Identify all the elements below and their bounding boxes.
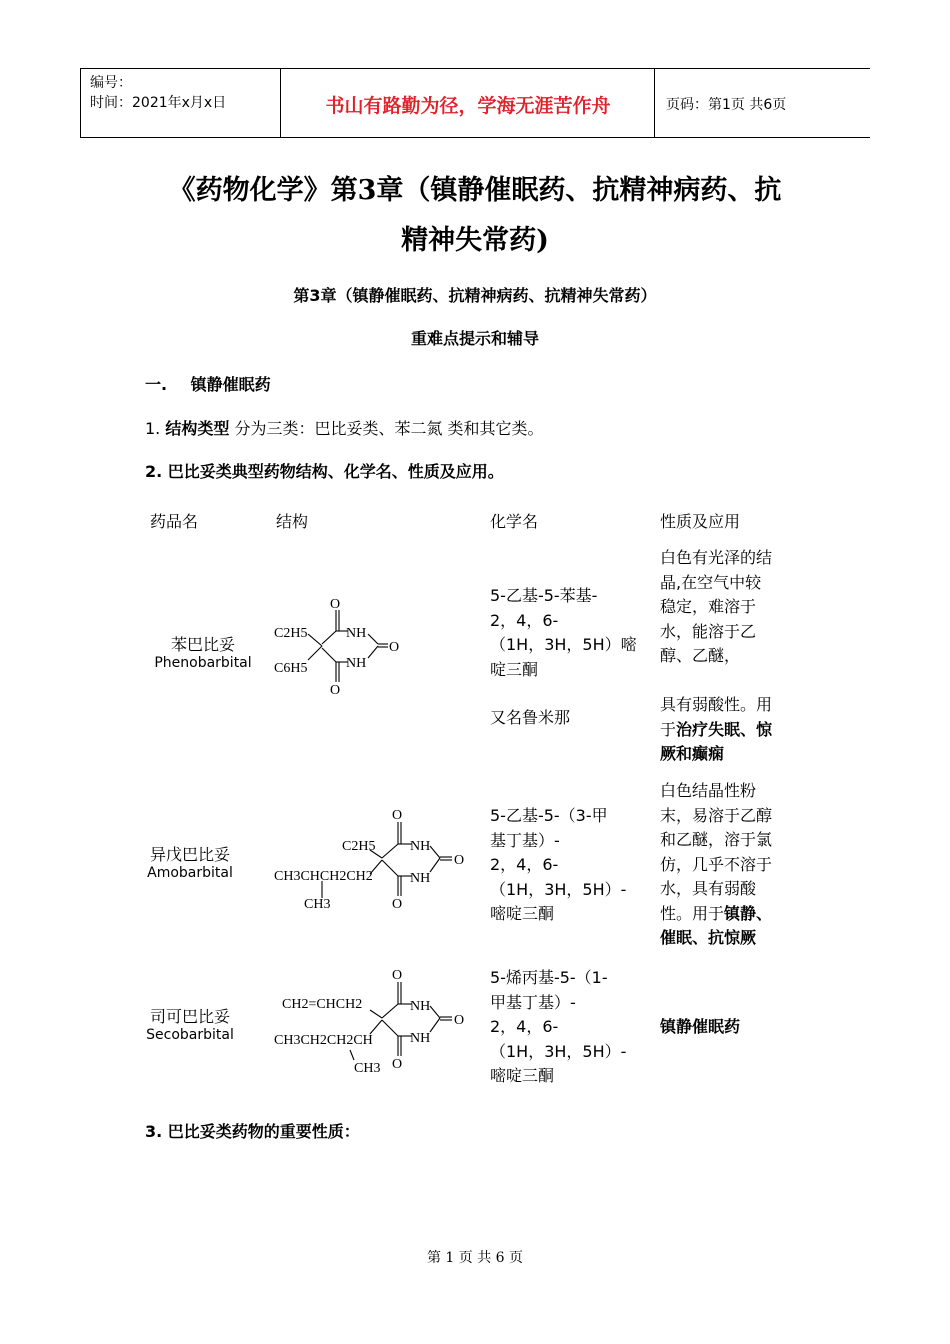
structure-secobarbital bbox=[270, 966, 470, 1076]
item-number: 3. bbox=[145, 1122, 163, 1141]
props-bold: 催眠、抗惊厥 bbox=[660, 928, 757, 947]
item-text: 分为三类：巴比妥类、苯二氮 类和其它类。 bbox=[229, 419, 544, 438]
props-line: 和乙醚，溶于氯 bbox=[660, 830, 773, 849]
group-ethyl: C2H5 bbox=[342, 839, 376, 854]
chem-name-secobarbital bbox=[490, 966, 650, 1089]
table-header-drug: 药品名 bbox=[150, 512, 199, 531]
drug-en: Secobarbital bbox=[146, 1027, 234, 1043]
chem-line: 2，4，6- bbox=[490, 855, 559, 874]
item-text: 巴比妥类典型药物结构、化学名、性质及应用。 bbox=[167, 462, 504, 481]
guide-subtitle: 重难点提示和辅导 bbox=[410, 329, 539, 348]
drug-cn: 司可巴比妥 bbox=[149, 1007, 230, 1026]
doc-title-line1: 《药物化学》第3章（镇静催眠药、抗精神病药、抗 bbox=[168, 175, 782, 206]
header-divider bbox=[80, 69, 81, 137]
drug-name-phenobarbital bbox=[148, 632, 258, 671]
props-line: 仿，几乎不溶于 bbox=[660, 854, 773, 874]
props-line: 末，易溶于乙醇 bbox=[660, 805, 773, 825]
table-header-properties: 性质及应用 bbox=[660, 512, 741, 531]
atom-o: O bbox=[330, 597, 341, 612]
props-line: 晶,在空气中较 bbox=[660, 572, 762, 592]
chem-line: 甲基丁基）- bbox=[490, 992, 576, 1012]
section-heading bbox=[145, 372, 271, 395]
drug-name-amobarbital bbox=[140, 842, 240, 881]
props-line: 白色结晶性粉 bbox=[660, 781, 757, 800]
doc-title-line2: 精神失常药) bbox=[401, 225, 549, 256]
item-bold-label: 结构类型 bbox=[165, 419, 230, 438]
item-structure-types bbox=[145, 416, 544, 439]
props-bold: 厥和癫痫 bbox=[660, 744, 725, 763]
atom-o: O bbox=[392, 1057, 403, 1072]
header-page: 页码：第1页 共6页 bbox=[666, 97, 787, 113]
table-header-chemname: 化学名 bbox=[490, 512, 539, 531]
props-text: 性。用于 bbox=[660, 903, 725, 923]
atom-o: O bbox=[330, 683, 341, 696]
props-line: 白色有光泽的结 bbox=[660, 548, 773, 567]
item-text: 巴比妥类药物的重要性质： bbox=[167, 1122, 360, 1141]
section-title: 镇静催眠药 bbox=[190, 375, 271, 394]
props-line: 稳定，难溶于 bbox=[660, 597, 757, 616]
atom-o: O bbox=[392, 897, 403, 912]
props-line: 具有弱酸性。用 bbox=[660, 695, 773, 714]
chem-line: 2，4，6- bbox=[490, 610, 559, 630]
atom-nh: NH bbox=[346, 626, 367, 641]
header-divider bbox=[280, 69, 281, 137]
header-time: 时间：2021年x月x日 bbox=[90, 95, 227, 111]
item-important-properties bbox=[145, 1119, 360, 1142]
chem-name-amobarbital bbox=[490, 804, 650, 927]
props-phenobarbital bbox=[660, 546, 810, 669]
drug-en: Phenobarbital bbox=[154, 655, 252, 671]
drug-cn: 异戊巴比妥 bbox=[149, 845, 230, 864]
chem-line: 嘧啶三酮 bbox=[490, 1066, 555, 1085]
table-header-structure: 结构 bbox=[276, 512, 309, 531]
props-line: 醇、乙醚， bbox=[660, 646, 741, 665]
chem-line: 5-烯丙基-5-（1- bbox=[490, 968, 608, 987]
props-bold: 镇静、 bbox=[724, 903, 773, 923]
props-line: 水，能溶于乙 bbox=[660, 621, 757, 641]
header-divider bbox=[654, 69, 655, 137]
item-barbiturates bbox=[145, 459, 504, 482]
props-bold: 治疗失眠、惊 bbox=[676, 719, 773, 739]
atom-nh: NH bbox=[410, 839, 431, 854]
alias-phenobarbital: 又名鲁米那 bbox=[490, 708, 571, 727]
group-methyl: CH3 bbox=[304, 897, 331, 912]
atom-nh: NH bbox=[410, 871, 431, 886]
chem-line: 啶三酮 bbox=[490, 659, 539, 679]
group-pentyl: CH3CH2CH2CH bbox=[274, 1033, 373, 1048]
structure-phenobarbital bbox=[270, 596, 410, 696]
chem-line: （1H，3H，5H）嘧 bbox=[490, 635, 637, 654]
group-ethyl: C2H5 bbox=[274, 626, 308, 641]
chem-line: 2，4，6- bbox=[490, 1017, 559, 1036]
group-methyl: CH3 bbox=[354, 1061, 381, 1076]
drug-cn: 苯巴比妥 bbox=[170, 635, 235, 654]
atom-o: O bbox=[389, 640, 400, 655]
group-phenyl: C6H5 bbox=[274, 661, 308, 676]
atom-nh: NH bbox=[346, 656, 367, 671]
chem-line: （1H，3H，5H）- bbox=[490, 879, 627, 899]
drug-name-secobarbital bbox=[140, 1004, 240, 1043]
atom-o: O bbox=[392, 968, 403, 983]
props2-phenobarbital bbox=[660, 693, 810, 767]
chem-line: 嘧啶三酮 bbox=[490, 904, 555, 923]
props-text: 于 bbox=[660, 719, 677, 739]
atom-o: O bbox=[392, 808, 403, 823]
group-isopentyl: CH3CHCH2CH2 bbox=[274, 869, 373, 884]
page-header bbox=[80, 68, 870, 138]
chem-line: 5-乙基-5-苯基- bbox=[490, 586, 598, 605]
atom-o: O bbox=[454, 1013, 465, 1028]
chem-line: 基丁基）- bbox=[490, 830, 560, 850]
item-number: 1. bbox=[145, 419, 161, 438]
atom-nh: NH bbox=[410, 999, 431, 1014]
chem-name-phenobarbital bbox=[490, 584, 650, 682]
structure-amobarbital bbox=[270, 806, 470, 912]
props-secobarbital: 镇静催眠药 bbox=[660, 1017, 741, 1036]
props-line: 水，具有弱酸 bbox=[660, 879, 757, 898]
section-number: 一. bbox=[145, 375, 168, 394]
group-allyl: CH2=CHCH2 bbox=[282, 997, 363, 1012]
page-footer: 第 1 页 共 6 页 bbox=[426, 1250, 524, 1266]
header-meta bbox=[90, 73, 226, 113]
drug-en: Amobarbital bbox=[147, 865, 233, 881]
item-number: 2. bbox=[145, 462, 163, 481]
atom-o: O bbox=[454, 853, 465, 868]
header-number: 编号： bbox=[90, 75, 132, 91]
chem-line: （1H，3H，5H）- bbox=[490, 1041, 627, 1061]
chapter-subtitle: 第3章（镇静催眠药、抗精神病药、抗精神失常药） bbox=[293, 286, 657, 305]
chem-line: 5-乙基-5-（3-甲 bbox=[490, 806, 608, 825]
props-amobarbital bbox=[660, 779, 810, 951]
atom-nh: NH bbox=[410, 1031, 431, 1046]
header-motto: 书山有路勤为径，学海无涯苦作舟 bbox=[325, 95, 611, 117]
